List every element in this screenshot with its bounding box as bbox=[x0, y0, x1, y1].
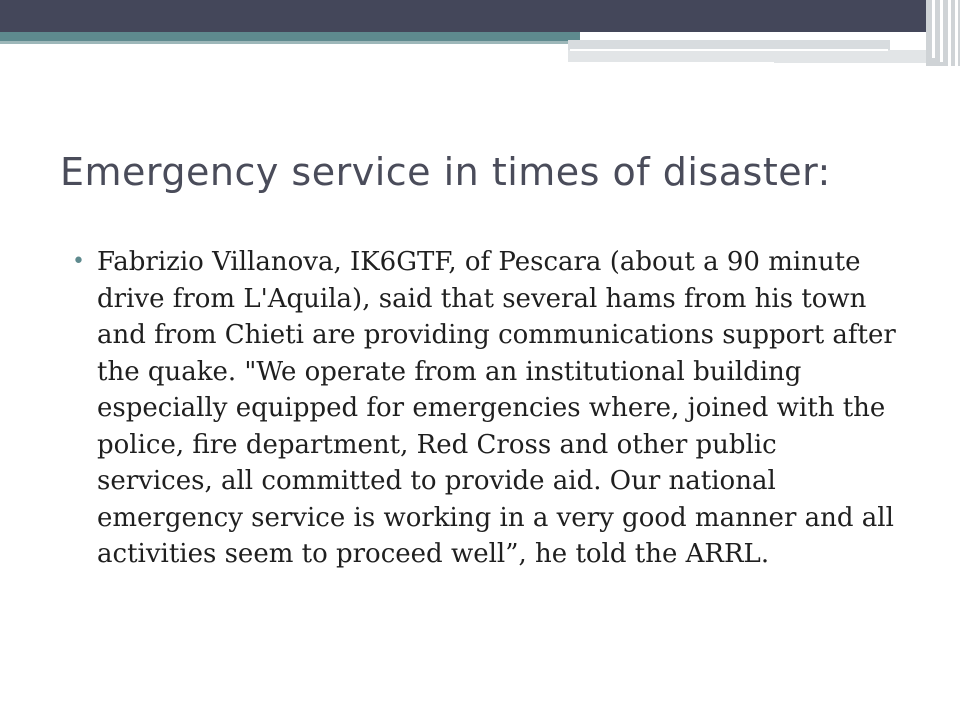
header-bar bbox=[0, 0, 960, 32]
header-corner-stripes bbox=[926, 0, 960, 66]
slide-title: Emergency service in times of disaster: bbox=[60, 150, 831, 194]
bullet-item bbox=[72, 244, 912, 573]
bullet-list bbox=[72, 244, 912, 573]
corner-stripe bbox=[955, 0, 958, 66]
header-divider-line-lower bbox=[568, 62, 774, 64]
corner-stripe bbox=[932, 0, 935, 58]
header-accent-line bbox=[0, 41, 568, 44]
header-divider-line bbox=[570, 49, 888, 51]
corner-stripe bbox=[940, 0, 943, 62]
bullet-text: Fabrizio Villanova, IK6GTF, of Pescara (about a 90 minute drive from L'Aquila), said that several hams from his town and from Chieti are providing communications support after the quake. "We operate from an institutional building especially equipped for emergencies where, joined with the police, fire department, Red Cross and other public services, all committed to provide aid. Our national emergency service is working in a very good manner and all activities seem to proceed well”, he told the ARRL. bbox=[97, 247, 896, 569]
header-accent-bar bbox=[0, 32, 580, 41]
corner-stripe bbox=[948, 0, 951, 66]
bullet-marker: • bbox=[72, 249, 85, 274]
